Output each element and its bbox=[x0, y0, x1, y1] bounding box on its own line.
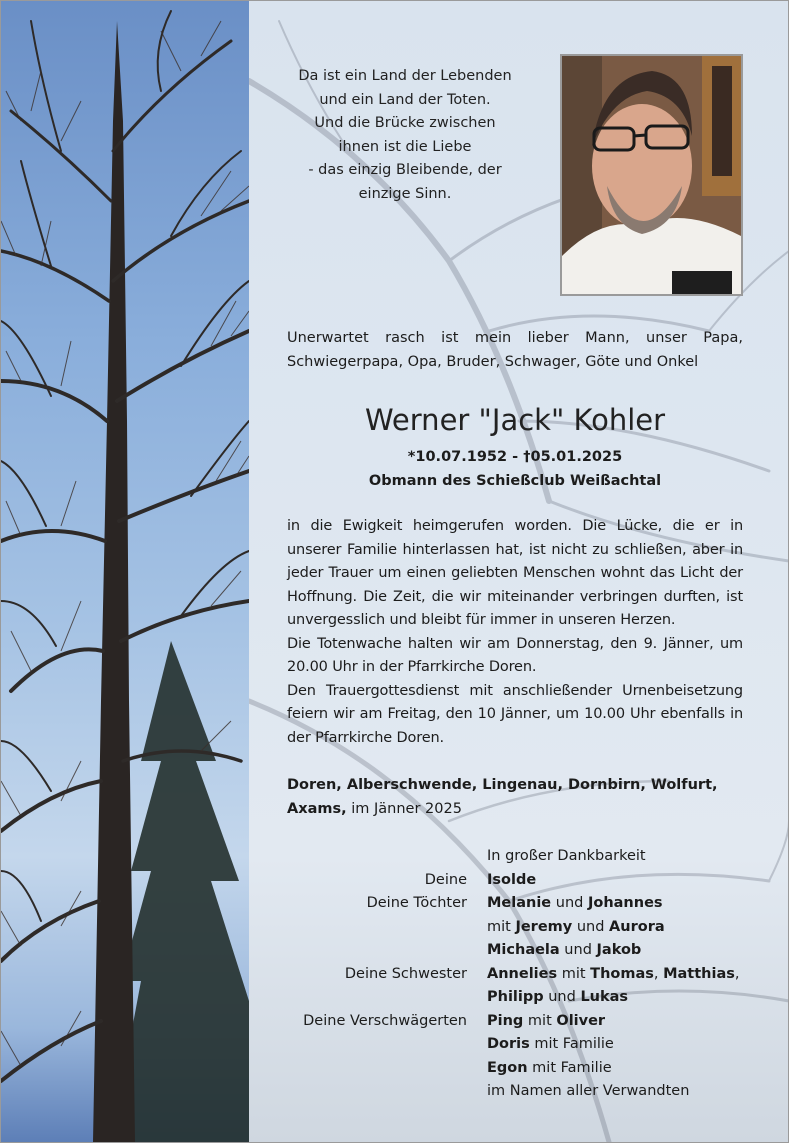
role-title: Obmann des Schießclub Weißachtal bbox=[368, 473, 662, 489]
relative-name: Jakob bbox=[596, 942, 642, 958]
relative-names bbox=[487, 916, 665, 940]
family-row bbox=[287, 1010, 743, 1034]
places-date bbox=[287, 774, 743, 821]
paragraph: Den Trauergottesdienst mit anschließender Urnenbeisetzung feiern wir am Freitag, den 10 Jänner, um 10.00 Uhr ebenfalls in der Pfarrkirche Doren. bbox=[287, 682, 743, 746]
family-row bbox=[287, 892, 743, 916]
relative-names bbox=[487, 892, 663, 916]
family-row bbox=[287, 1057, 743, 1081]
tree-photo bbox=[1, 1, 249, 1142]
connector-text: , bbox=[734, 965, 740, 982]
poem bbox=[285, 65, 525, 206]
announcement-text bbox=[287, 515, 743, 750]
relation-label: Deine Schwester bbox=[344, 965, 467, 982]
poem-line: Und die Brücke zwischen bbox=[314, 115, 496, 131]
thanks-text: In großer Dankbarkeit bbox=[487, 848, 646, 864]
relative-name: Egon bbox=[487, 1059, 528, 1076]
portrait-photo bbox=[560, 54, 743, 296]
relative-name: Matthias bbox=[663, 965, 735, 982]
relation-label bbox=[287, 1057, 467, 1081]
relation-label: Deine Verschwägerten bbox=[303, 1012, 467, 1029]
connector-text: mit bbox=[557, 965, 591, 982]
relative-names bbox=[487, 986, 628, 1010]
relative-name: Jeremy bbox=[515, 918, 573, 935]
paragraph: Die Totenwache halten wir am Donnerstag, den 9. Jänner, um 20.00 Uhr in der Pfarrkirche Doren. bbox=[287, 635, 743, 675]
relative-name: Melanie bbox=[487, 895, 552, 911]
relative-name: Isolde bbox=[487, 871, 537, 888]
relative-name: Ping bbox=[487, 1012, 524, 1029]
tree-illustration bbox=[1, 1, 249, 1142]
poem-line: einzige Sinn. bbox=[358, 185, 452, 202]
family-row bbox=[287, 963, 743, 987]
deceased-name: Werner "Jack" Kohler bbox=[364, 403, 666, 437]
paragraph: in die Ewigkeit heimgerufen worden. Die Lücke, die er in unserer Familie hinterlassen hat, ist nicht zu schließen, aber in jeder Trauer um einen geliebten Menschen wohnt das Licht der Hoffnung. Die Zeit, die wir miteinander verbringen durften, ist unvergesslich und bleibt für immer in unseren Herzen. bbox=[287, 518, 743, 628]
connector-text: mit Familie bbox=[529, 1036, 614, 1052]
family-row bbox=[287, 939, 743, 963]
relative-name: Thomas bbox=[590, 965, 654, 982]
thanks-row bbox=[287, 845, 743, 869]
family-row bbox=[287, 1080, 743, 1104]
connector-text: mit bbox=[523, 1012, 557, 1029]
poem-line: ihnen ist die Liebe bbox=[338, 138, 472, 155]
date-line: im Jänner 2025 bbox=[346, 800, 462, 817]
connector-text: mit bbox=[487, 918, 516, 935]
relation-label bbox=[287, 916, 467, 940]
relative-name: Aurora bbox=[609, 918, 665, 935]
family-row bbox=[287, 869, 743, 893]
poem-line: und ein Land der Toten. bbox=[319, 91, 491, 108]
places-list: Doren, Alberschwende, Lingenau, Dornbirn, Wolfurt, Axams, bbox=[287, 777, 718, 817]
relation-label bbox=[287, 845, 467, 869]
connector-text: und bbox=[543, 989, 581, 1005]
relative-names bbox=[487, 1080, 689, 1104]
relative-name: Oliver bbox=[556, 1012, 606, 1029]
relative-name: Lukas bbox=[580, 989, 629, 1005]
relative-names bbox=[487, 939, 641, 963]
family-row bbox=[287, 916, 743, 940]
poem-line: Da ist ein Land der Lebenden bbox=[298, 68, 512, 84]
connector-text: mit Familie bbox=[527, 1059, 612, 1076]
family-row bbox=[287, 1033, 743, 1057]
relation-label bbox=[287, 986, 467, 1010]
relative-names bbox=[487, 1033, 614, 1057]
connector-text: und bbox=[559, 942, 597, 958]
relative-name: Johannes bbox=[587, 895, 663, 911]
family-row bbox=[287, 986, 743, 1010]
relative-name: Annelies bbox=[487, 965, 558, 982]
relative-name: Michaela bbox=[487, 942, 560, 958]
relation-label bbox=[287, 1033, 467, 1057]
relative-name: Philipp bbox=[487, 989, 544, 1005]
poem-line: - das einzig Bleibende, der bbox=[308, 162, 502, 178]
relation-label bbox=[287, 1080, 467, 1104]
connector-text: und bbox=[551, 895, 588, 911]
connector-text: und bbox=[572, 918, 610, 935]
family-list bbox=[287, 845, 743, 1104]
relation-label: Deine bbox=[424, 871, 467, 888]
relative-names bbox=[487, 1010, 605, 1034]
relation-label: Deine Töchter bbox=[366, 895, 467, 911]
relative-names bbox=[487, 963, 740, 987]
relative-name: Doris bbox=[487, 1036, 530, 1052]
obituary-content bbox=[249, 1, 789, 1142]
life-dates bbox=[287, 445, 743, 493]
portrait-illustration bbox=[562, 56, 741, 294]
relative-names bbox=[487, 1057, 612, 1081]
relation-label bbox=[287, 939, 467, 963]
birth-death-dates: *10.07.1952 - †05.01.2025 bbox=[407, 449, 623, 465]
intro-text: Unerwartet rasch ist mein lieber Mann, unser Papa, Schwiegerpapa, Opa, Bruder, Schwager, Göte und Onkel bbox=[287, 330, 743, 370]
connector-text: im Namen aller Verwandten bbox=[487, 1083, 690, 1099]
connector-text: , bbox=[653, 965, 664, 982]
relative-names bbox=[487, 869, 536, 893]
